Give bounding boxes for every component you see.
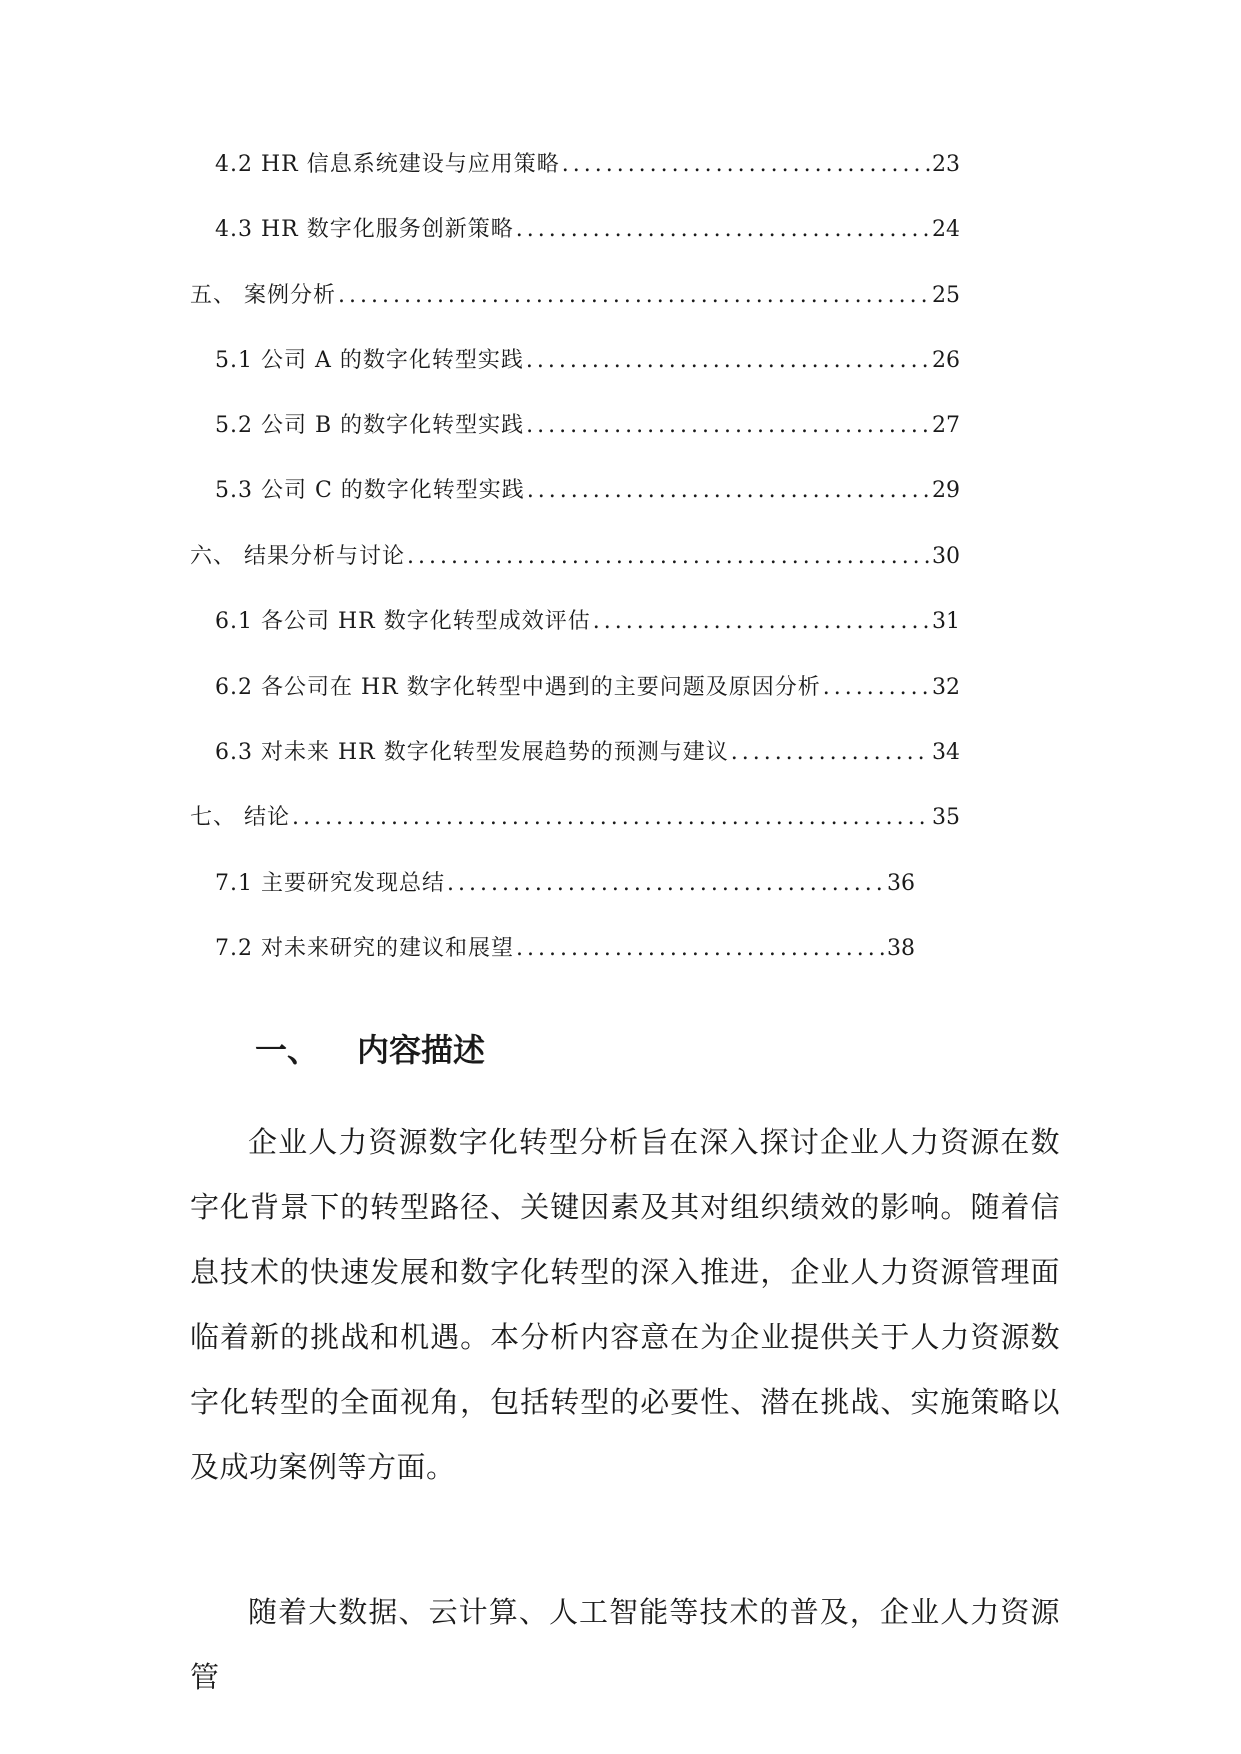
toc-dot-leader: [526, 346, 930, 376]
toc-entry-title: 7.2 对未来研究的建议和展望: [215, 936, 514, 961]
toc-entry[interactable]: [215, 738, 960, 768]
toc-entry[interactable]: [215, 934, 915, 964]
toc-entry-page: 29: [932, 478, 960, 503]
toc-entry-page: 23: [932, 152, 960, 177]
toc-entry[interactable]: [215, 607, 960, 637]
toc-entry-title: 4.2 HR 信息系统建设与应用策略: [215, 152, 560, 177]
toc-entry[interactable]: [215, 476, 960, 506]
toc-dot-leader: [593, 607, 930, 637]
toc-entry-page: 36: [887, 871, 915, 896]
toc-entry[interactable]: [215, 673, 960, 703]
toc-entry[interactable]: [215, 869, 915, 899]
toc-entry-title: 六、 结果分析与讨论: [190, 544, 405, 569]
toc-dot-leader: [447, 869, 885, 899]
toc-entry[interactable]: [215, 411, 960, 441]
toc-entry-title: 七、 结论: [190, 805, 290, 830]
toc-entry[interactable]: [190, 803, 960, 833]
toc-entry[interactable]: [190, 281, 960, 311]
toc-entry-title: 6.2 各公司在 HR 数字化转型中遇到的主要问题及原因分析: [215, 675, 821, 700]
toc-entry-title: 5.2 公司 B 的数字化转型实践: [215, 413, 525, 438]
section-heading: [255, 1030, 485, 1070]
toc-entry-title: 6.3 对未来 HR 数字化转型发展趋势的预测与建议: [215, 740, 729, 765]
toc-entry-page: 38: [887, 936, 915, 961]
body-paragraph: 企业人力资源数字化转型分析旨在深入探讨企业人力资源在数字化背景下的转型路径、关键因素及其对组织绩效的影响。随着信息技术的快速发展和数字化转型的深入推进，企业人力资源管理面临着新的挑战和机遇。本分析内容意在为企业提供关于人力资源数字化转型的全面视角，包括转型的必要性、潜在挑战、实施策略以及成功案例等方面。: [190, 1125, 1060, 1484]
toc-entry-title: 7.1 主要研究发现总结: [215, 871, 445, 896]
section-number: 一、: [255, 1031, 320, 1069]
section-title: 内容描述: [357, 1031, 486, 1069]
toc-entry-page: 25: [932, 283, 960, 308]
toc-dot-leader: [527, 476, 930, 506]
toc-entry-page: 24: [932, 217, 960, 242]
toc-entry-title: 五、 案例分析: [190, 283, 336, 308]
toc-entry-title: 6.1 各公司 HR 数字化转型成效评估: [215, 609, 591, 634]
toc-dot-leader: [562, 150, 930, 180]
toc-entry-page: 30: [932, 544, 960, 569]
toc-entry-title: 5.3 公司 C 的数字化转型实践: [215, 478, 525, 503]
toc-dot-leader: [516, 215, 930, 245]
toc-dot-leader: [516, 934, 885, 964]
toc-entry-page: 26: [932, 348, 960, 373]
toc-dot-leader: [407, 542, 930, 572]
toc-dot-leader: [731, 738, 930, 768]
toc-entry-page: 27: [932, 413, 960, 438]
toc-entry-title: 4.3 HR 数字化服务创新策略: [215, 217, 514, 242]
body-paragraph: 随着大数据、云计算、人工智能等技术的普及，企业人力资源管: [190, 1595, 1060, 1694]
toc-dot-leader: [292, 803, 930, 833]
toc-entry-page: 35: [932, 805, 960, 830]
toc-dot-leader: [338, 281, 930, 311]
toc-entry-page: 34: [932, 740, 960, 765]
toc-entry-page: 31: [932, 609, 960, 634]
toc-entry-page: 32: [932, 675, 960, 700]
toc-entry-title: 5.1 公司 A 的数字化转型实践: [215, 348, 524, 373]
toc-entry[interactable]: [215, 215, 960, 245]
toc-entry[interactable]: [215, 346, 960, 376]
toc-dot-leader: [823, 673, 930, 703]
toc-entry[interactable]: [190, 542, 960, 572]
toc-dot-leader: [526, 411, 930, 441]
toc-entry[interactable]: [215, 150, 960, 180]
